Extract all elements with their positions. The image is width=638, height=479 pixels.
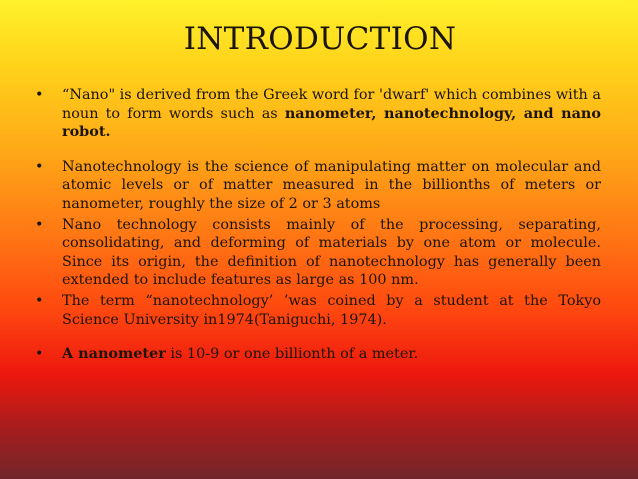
bullet-text: “Nano" is derived from the Greek word for 'dwarf' which combines with a noun to form words such as xyxy=(62,87,601,122)
bullet-dot: • xyxy=(35,87,44,103)
bullet-list xyxy=(35,86,601,364)
slide-title: INTRODUCTION xyxy=(183,21,457,57)
bullet-item xyxy=(35,345,601,364)
bullet-dot: • xyxy=(35,216,44,233)
bullet-text: Nano technology consists mainly of the processing, separating, consolidating, and deforming of materials by one atom or molecule. Since its origin, the definition of nanotechnology has generally been extended to include features as large as 100 nm. xyxy=(62,216,601,289)
bullet-dot: • xyxy=(35,292,44,309)
bullet-dot: • xyxy=(35,346,44,363)
bullet-dot: • xyxy=(35,158,44,175)
bullet-item xyxy=(35,86,601,142)
bullet-text: is 10-9 or one billionth of a meter. xyxy=(165,346,419,363)
bullet-item xyxy=(35,216,601,290)
bullet-bold-text: nanometer, nanotechnology, and nano robot. xyxy=(62,104,601,141)
bullet-bold-text: A nanometer xyxy=(62,345,166,363)
bullet-item xyxy=(35,292,601,329)
bullet-item xyxy=(35,158,601,214)
bullet-text: Nanotechnology is the science of manipulating matter on molecular and atomic levels or of matter measured in the billionths of meters or nanometer, roughly the size of 2 or 3 atoms xyxy=(62,158,601,212)
bullet-text: The term “nanotechnology’ ’was coined by a student at the Tokyo Science University in1974(Taniguchi, 1974). xyxy=(62,292,601,328)
